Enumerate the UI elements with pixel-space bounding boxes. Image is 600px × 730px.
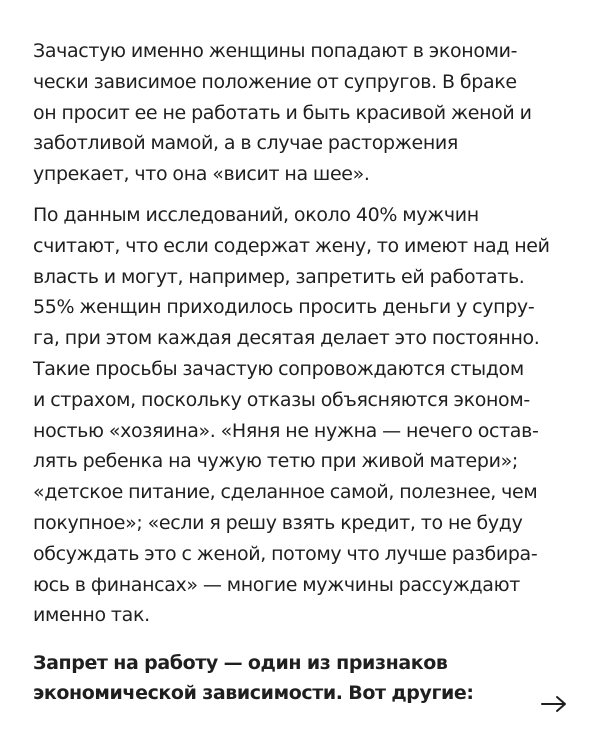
paragraph-1 bbox=[33, 36, 578, 190]
heading-line: Запрет на работу — один из признаков bbox=[33, 652, 448, 675]
text-line: чески зависимое положение от супругов. В браке bbox=[33, 70, 517, 93]
article-body bbox=[33, 36, 578, 708]
text-line: Такие просьбы зачастую сопровождаются стыдом bbox=[33, 357, 524, 380]
section-heading bbox=[33, 648, 578, 708]
text-line: га, при этом каждая десятая делает это постоянно. bbox=[33, 327, 540, 350]
text-line: именно так. bbox=[33, 604, 150, 627]
text-line: заботливой мамой, а в случае расторжения bbox=[33, 132, 458, 155]
text-line: упрекает, что она «висит на шее». bbox=[33, 163, 370, 186]
arrow-right-icon[interactable] bbox=[541, 695, 567, 713]
text-line: он просит ее не работать и быть красивой женой и bbox=[33, 101, 532, 124]
heading-line: экономической зависимости. Вот другие: bbox=[33, 682, 474, 705]
text-line: ностью «хозяина». «Няня не нужна — нечего остав- bbox=[33, 419, 539, 442]
paragraph-2 bbox=[33, 200, 578, 631]
text-line: обсуждать это с женой, потому что лучше разбира- bbox=[33, 542, 538, 565]
text-line: считают, что если содержат жену, то имеют над ней bbox=[33, 234, 550, 257]
text-line: «детское питание, сделанное самой, полезнее, чем bbox=[33, 481, 538, 504]
text-line: власть и могут, например, запретить ей работать. bbox=[33, 265, 525, 288]
text-line: По данным исследований, около 40% мужчин bbox=[33, 203, 479, 226]
arrow-right-icon-glyph bbox=[541, 695, 567, 713]
text-line: юсь в финансах» — многие мужчины рассуждают bbox=[33, 573, 520, 596]
text-line: лять ребенка на чужую тетю при живой матери»; bbox=[33, 450, 518, 473]
text-line: Зачастую именно женщины попадают в экономи- bbox=[33, 40, 518, 62]
text-line: 55% женщин приходилось просить деньги у супру- bbox=[33, 296, 535, 319]
text-line: покупное»; «если я решу взять кредит, то не буду bbox=[33, 511, 523, 534]
text-line: и страхом, поскольку отказы объясняются эконом- bbox=[33, 388, 530, 411]
